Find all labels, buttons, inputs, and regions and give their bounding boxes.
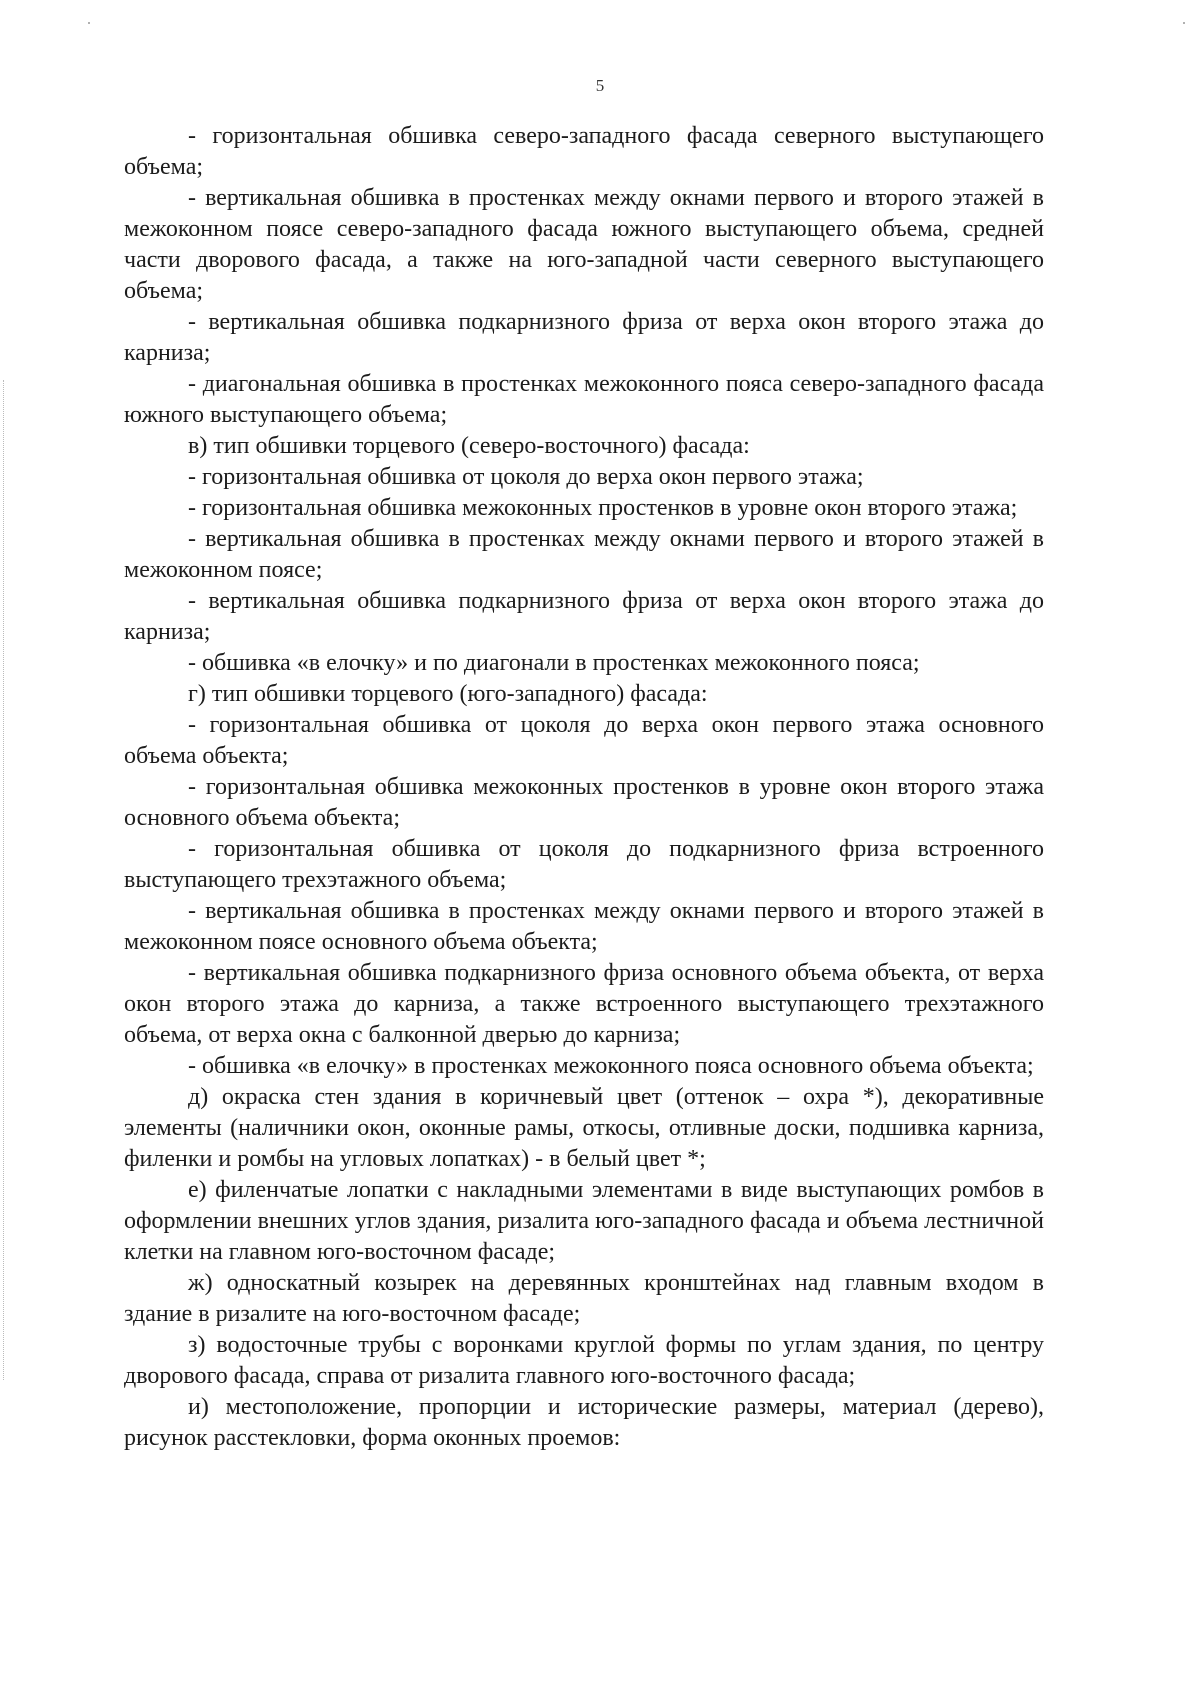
paragraph: - диагональная обшивка в простенках межоконного пояса северо-западного фасада южного выступающего объема; xyxy=(124,371,1044,428)
paragraph: - горизонтальная обшивка от цоколя до верха окон первого этажа основного объема объекта; xyxy=(124,712,1044,769)
paragraph: - вертикальная обшивка подкарнизного фриза основного объема объекта, от верха окон второго этажа до карниза, а также встроенного выступающего трехэтажного объема, от верха окна с балконной дверью до карниза; xyxy=(124,960,1044,1048)
paragraph: з) водосточные трубы с воронками круглой формы по углам здания, по центру дворового фасада, справа от ризалита главного юго-восточного фасада; xyxy=(124,1332,1044,1389)
page-number: 5 xyxy=(595,76,605,95)
paragraph: - горизонтальная обшивка межоконных простенков в уровне окон второго этажа основного объема объекта; xyxy=(124,774,1044,831)
paragraph: г) тип обшивки торцевого (юго-западного) фасада: xyxy=(188,681,708,707)
paragraph: - вертикальная обшивка подкарнизного фриза от верха окон второго этажа до карниза; xyxy=(124,588,1044,645)
paragraph: - обшивка «в елочку» в простенках межоконного пояса основного объема объекта; xyxy=(188,1053,1034,1079)
paragraph: - горизонтальная обшивка от цоколя до верха окон первого этажа; xyxy=(188,464,864,490)
paragraph: - вертикальная обшивка в простенках между окнами первого и второго этажей в межоконном поясе северо-западного фасада южного выступающего объема, средней части дворового фасада, а также на юго-западной части северного выступающего объема; xyxy=(124,185,1044,304)
scan-speck xyxy=(88,22,90,24)
scan-speck xyxy=(1183,22,1185,24)
paragraph: - горизонтальная обшивка от цоколя до подкарнизного фриза встроенного выступающего трехэтажного объема; xyxy=(124,836,1044,893)
paragraph: - горизонтальная обшивка межоконных простенков в уровне окон второго этажа; xyxy=(188,495,1018,521)
paragraph: - вертикальная обшивка в простенках между окнами первого и второго этажей в межоконном поясе; xyxy=(124,526,1044,583)
paragraph: - обшивка «в елочку» и по диагонали в простенках межоконного пояса; xyxy=(188,650,920,676)
scan-edge-mark xyxy=(3,380,5,1380)
paragraph: ж) односкатный козырек на деревянных кронштейнах над главным входом в здание в ризалите на юго-восточном фасаде; xyxy=(124,1270,1044,1327)
paragraph: д) окраска стен здания в коричневый цвет (оттенок – охра *), декоративные элементы (наличники окон, оконные рамы, откосы, отливные доски, подшивка карниза, филенки и ромбы на угловых лопатках) - в белый цвет *; xyxy=(124,1084,1044,1172)
paragraph: и) местоположение, пропорции и исторические размеры, материал (дерево), рисунок расстекловки, форма оконных проемов: xyxy=(124,1394,1044,1451)
document-body xyxy=(124,121,1044,1454)
paragraph: - вертикальная обшивка в простенках между окнами первого и второго этажей в межоконном поясе основного объема объекта; xyxy=(124,898,1044,955)
paragraph: - горизонтальная обшивка северо-западного фасада северного выступающего объема; xyxy=(124,123,1044,180)
paragraph: е) филенчатые лопатки с накладными элементами в виде выступающих ромбов в оформлении внешних углов здания, ризалита юго-западного фасада и объема лестничной клетки на главном юго-восточном фасаде; xyxy=(124,1177,1044,1265)
paragraph: в) тип обшивки торцевого (северо-восточного) фасада: xyxy=(188,433,750,459)
paragraph: - вертикальная обшивка подкарнизного фриза от верха окон второго этажа до карниза; xyxy=(124,309,1044,366)
